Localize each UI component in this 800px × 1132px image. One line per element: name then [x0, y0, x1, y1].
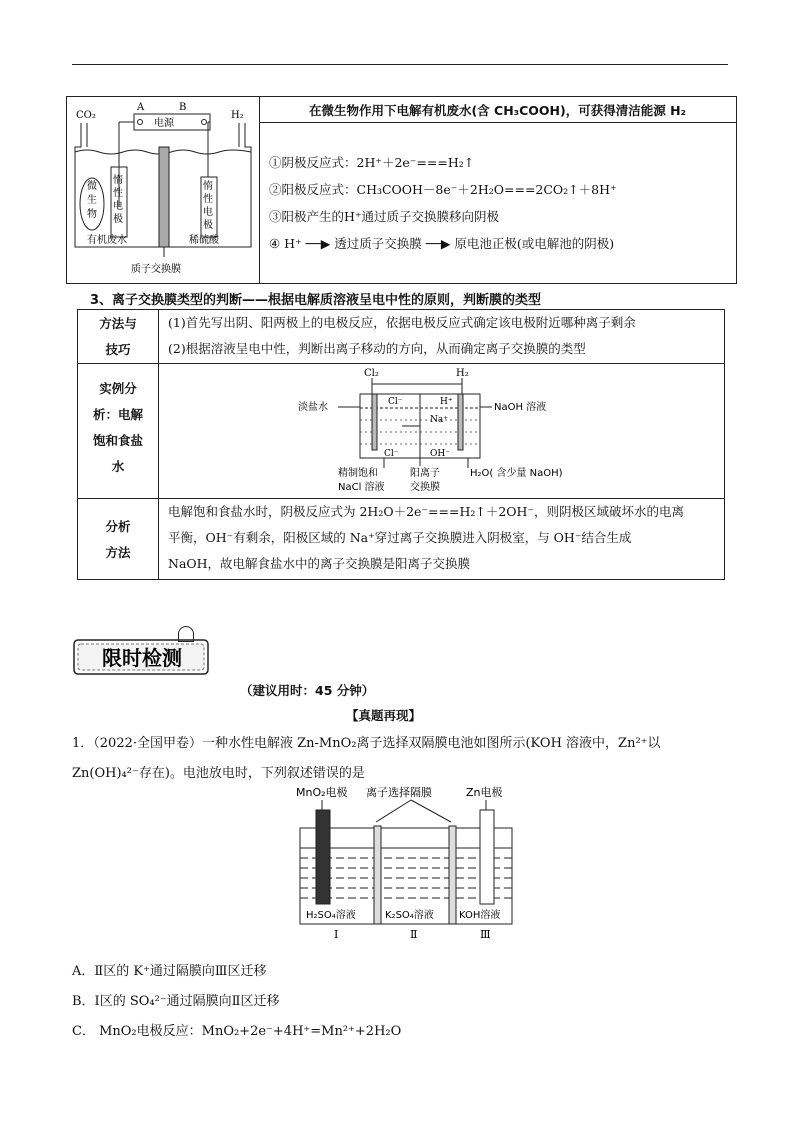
analysis-label: 分析 方法 — [105, 519, 131, 560]
microbial-cell-diagram — [67, 97, 259, 283]
region-1-label: Ⅰ — [334, 928, 339, 941]
zn-electrode — [480, 810, 494, 904]
membrane-right — [449, 826, 456, 924]
svg-text:极: 极 — [113, 214, 123, 225]
method-label: 方法与 技巧 — [99, 316, 137, 357]
cl2-label: Cl₂ — [364, 368, 379, 379]
proton-membrane — [159, 147, 169, 247]
membrane-label: 质子交换膜 — [131, 264, 181, 275]
section-banner — [72, 638, 212, 676]
dilute-brine-label: 淡盐水 — [298, 402, 328, 413]
anode — [372, 394, 377, 450]
suggested-time: （建议用时：45 分钟） — [240, 683, 375, 698]
region-1-solution: H₂SO₄溶液 — [306, 910, 356, 921]
naoh-label: NaOH 溶液 — [494, 402, 547, 413]
h2-label: H₂ — [456, 368, 469, 379]
question-1-line-1: 1．（2022·全国甲卷）一种水性电解液 Zn-MnO₂离子选择双隔膜电池如图所示(KOH 溶液中，Zn²⁺以 — [72, 736, 661, 751]
proton-migration: ③阳极产生的H⁺通过质子交换膜移向阴极 — [269, 209, 499, 224]
left-electrode-label: 惰 — [113, 175, 123, 186]
analysis-text: 电解饱和食盐水时，阴极反应式为 2H₂O＋2e⁻===H₂↑＋2OH⁻，则阴极区域破坏水的电离 平衡，OH⁻有剩余，阳极区域的 Na⁺穿过离子交换膜进入阴极室，与 OH⁻结合生成 NaOH，故电解食盐水中的离子交换膜是阳离子交换膜 — [168, 504, 685, 571]
clip-icon — [178, 626, 194, 642]
terminal — [202, 120, 207, 125]
ion-membrane-table — [77, 309, 725, 580]
question-1-line-2: Zn(OH)₄²⁻存在)。电池放电时，下列叙述错误的是 — [72, 766, 365, 781]
top-rule — [72, 64, 728, 65]
na-plus-label: Na⁺ — [430, 415, 448, 425]
terminal — [138, 120, 143, 125]
zn-electrode-label: Zn电极 — [466, 786, 503, 799]
svg-text:电: 电 — [203, 207, 213, 218]
section-3-title: 3、离子交换膜类型的判断——根据电解质溶液呈电中性的原则，判断膜的类型 — [90, 293, 542, 308]
microbe-label: 微 — [87, 181, 97, 192]
table-header: 在微生物作用下电解有机废水(含 CH₃COOH)，可获得清洁能源 H₂ — [308, 103, 687, 118]
pointer-line — [376, 800, 411, 822]
svg-text:生: 生 — [87, 195, 97, 206]
refined-brine-label: 精制饱和 — [338, 468, 378, 479]
h2-label: H₂ — [231, 110, 244, 121]
cl-minus-label-bottom: Cl⁻ — [384, 449, 399, 459]
anode-equation: ②阳极反应式：CH₃COOH－8e⁻＋2H₂O===2CO₂↑＋8H⁺ — [269, 182, 617, 197]
right-electrode-label: 惰 — [203, 181, 213, 192]
svg-text:交换膜: 交换膜 — [410, 482, 440, 493]
terminal-b-label: B — [179, 102, 187, 113]
cathode — [458, 394, 463, 450]
brine-electrolysis-diagram — [298, 364, 628, 498]
region-2-solution: K₂SO₄溶液 — [385, 910, 434, 921]
water-inlet-label: H₂O( 含少量 NaOH) — [470, 468, 563, 479]
power-label: 电源 — [154, 118, 174, 129]
pointer-line — [411, 800, 451, 822]
co2-label: CO₂ — [76, 110, 96, 121]
table-divider — [259, 97, 260, 283]
electrolysis-table — [66, 96, 737, 284]
option-a[interactable]: A．Ⅱ区的 K⁺通过隔膜向Ⅲ区迁移 — [72, 964, 267, 979]
membrane-left — [374, 826, 381, 924]
dilute-acid-label: 稀硫酸 — [189, 235, 219, 246]
real-exam-title: 【真题再现】 — [346, 708, 422, 723]
oh-minus-label: OH⁻ — [430, 449, 450, 459]
option-b[interactable]: B．Ⅰ区的 SO₄²⁻通过隔膜向Ⅱ区迁移 — [72, 994, 280, 1009]
battery-diagram — [296, 782, 522, 942]
svg-text:性: 性 — [113, 188, 123, 199]
banner-title: 限时检测 — [102, 646, 182, 670]
membrane-label: 离子选择隔膜 — [366, 786, 432, 799]
proton-path: ④ H⁺ ──▶ 透过质子交换膜 ──▶ 原电池正极(或电解池的阴极) — [269, 236, 615, 251]
method-text: (1)首先写出阴、阳两极上的电极反应，依据电极反应式确定该电极附近哪种离子剩余 (2)根据溶液呈电中性，判断出离子移动的方向，从而确定离子交换膜的类型 — [168, 315, 636, 356]
terminal-a-label: A — [137, 102, 145, 113]
option-c[interactable]: C． MnO₂电极反应：MnO₂+2e⁻+4H⁺=Mn²⁺+2H₂O — [72, 1024, 402, 1039]
svg-text:物: 物 — [87, 209, 97, 220]
mno2-electrode — [316, 810, 330, 904]
svg-text:电: 电 — [113, 201, 123, 212]
svg-text:极: 极 — [203, 220, 213, 231]
cl-minus-label: Cl⁻ — [388, 397, 403, 407]
svg-text:性: 性 — [203, 194, 213, 205]
cation-membrane-label: 阳离子 — [410, 468, 440, 479]
region-3-solution: KOH溶液 — [459, 910, 501, 921]
region-2-label: Ⅱ — [410, 928, 418, 941]
cathode-equation: ①阴极反应式：2H⁺＋2e⁻===H₂↑ — [269, 155, 475, 170]
table-divider — [158, 310, 159, 579]
mno2-electrode-label: MnO₂电极 — [296, 786, 348, 799]
nacl-solution-label: NaCl 溶液 — [338, 482, 385, 493]
region-3-label: Ⅲ — [480, 928, 491, 941]
table-divider — [259, 122, 736, 123]
example-label: 实例分 析：电解 饱和食盐 水 — [92, 381, 143, 474]
h-plus-label: H⁺ — [440, 397, 453, 407]
organic-water-label: 有机废水 — [87, 235, 127, 246]
